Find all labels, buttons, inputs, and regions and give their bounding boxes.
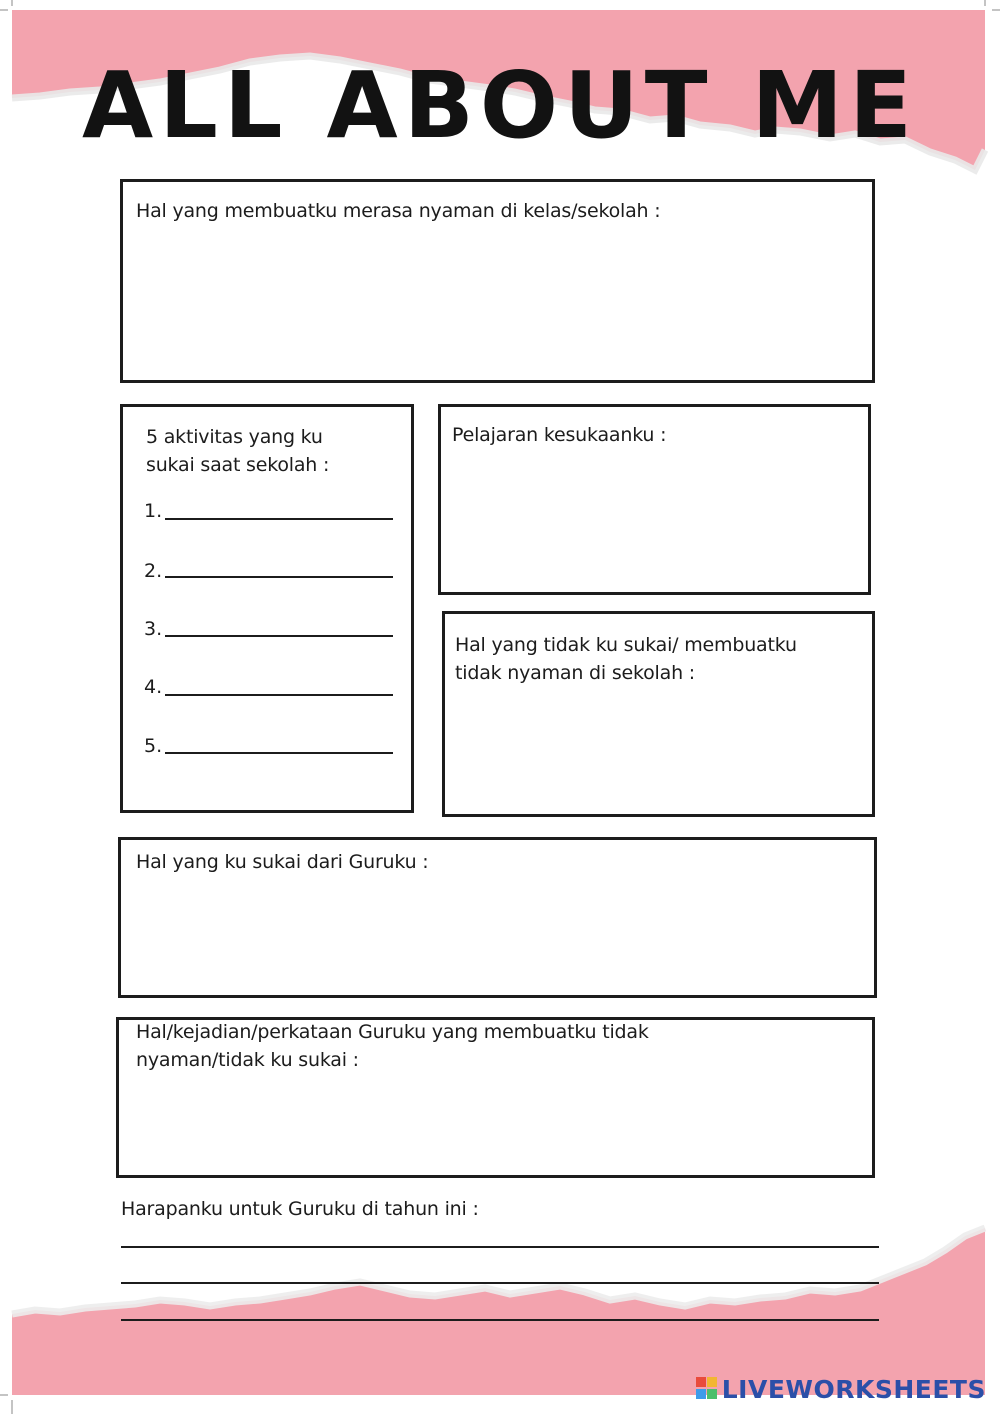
activity-number-1: 1. <box>144 500 163 522</box>
worksheet-title: ALL ABOUT ME <box>82 52 918 159</box>
activity-input-5[interactable] <box>165 752 393 754</box>
dislike-prompt-line2: tidak nyaman di sekolah : <box>455 662 695 684</box>
activity-number-5: 5. <box>144 735 163 757</box>
teacher-like-prompt: Hal yang ku sukai dari Guruku : <box>136 851 429 873</box>
liveworksheets-watermark <box>696 1374 986 1404</box>
teacher-dislike-prompt-line1: Hal/kejadian/perkataan Guruku yang membuatku tidak <box>136 1021 649 1043</box>
dislike-prompt-line1: Hal yang tidak ku sukai/ membuatku <box>455 634 797 656</box>
activity-input-1[interactable] <box>165 518 393 520</box>
activity-input-2[interactable] <box>165 576 393 578</box>
activity-number-4: 4. <box>144 676 163 698</box>
favorite-subject-prompt: Pelajaran kesukaanku : <box>452 424 667 446</box>
comfort-prompt: Hal yang membuatku merasa nyaman di kelas/sekolah : <box>136 200 661 222</box>
activities-prompt-line1: 5 aktivitas yang ku <box>146 426 323 448</box>
activity-number-2: 2. <box>144 560 163 582</box>
hope-input-3[interactable] <box>121 1319 879 1321</box>
hope-input-1[interactable] <box>121 1246 879 1248</box>
teacher-dislike-prompt-line2: nyaman/tidak ku sukai : <box>136 1049 359 1071</box>
bottom-torn-paper <box>12 1228 985 1395</box>
liveworksheets-logo-icon <box>696 1377 718 1401</box>
activities-prompt-line2: sukai saat sekolah : <box>146 454 330 476</box>
activity-input-4[interactable] <box>165 694 393 696</box>
activity-number-3: 3. <box>144 618 163 640</box>
hope-prompt: Harapanku untuk Guruku di tahun ini : <box>121 1198 479 1220</box>
activity-input-3[interactable] <box>165 635 393 637</box>
liveworksheets-brand: LIVEWORKSHEETS <box>721 1374 986 1404</box>
hope-input-2[interactable] <box>121 1282 879 1284</box>
